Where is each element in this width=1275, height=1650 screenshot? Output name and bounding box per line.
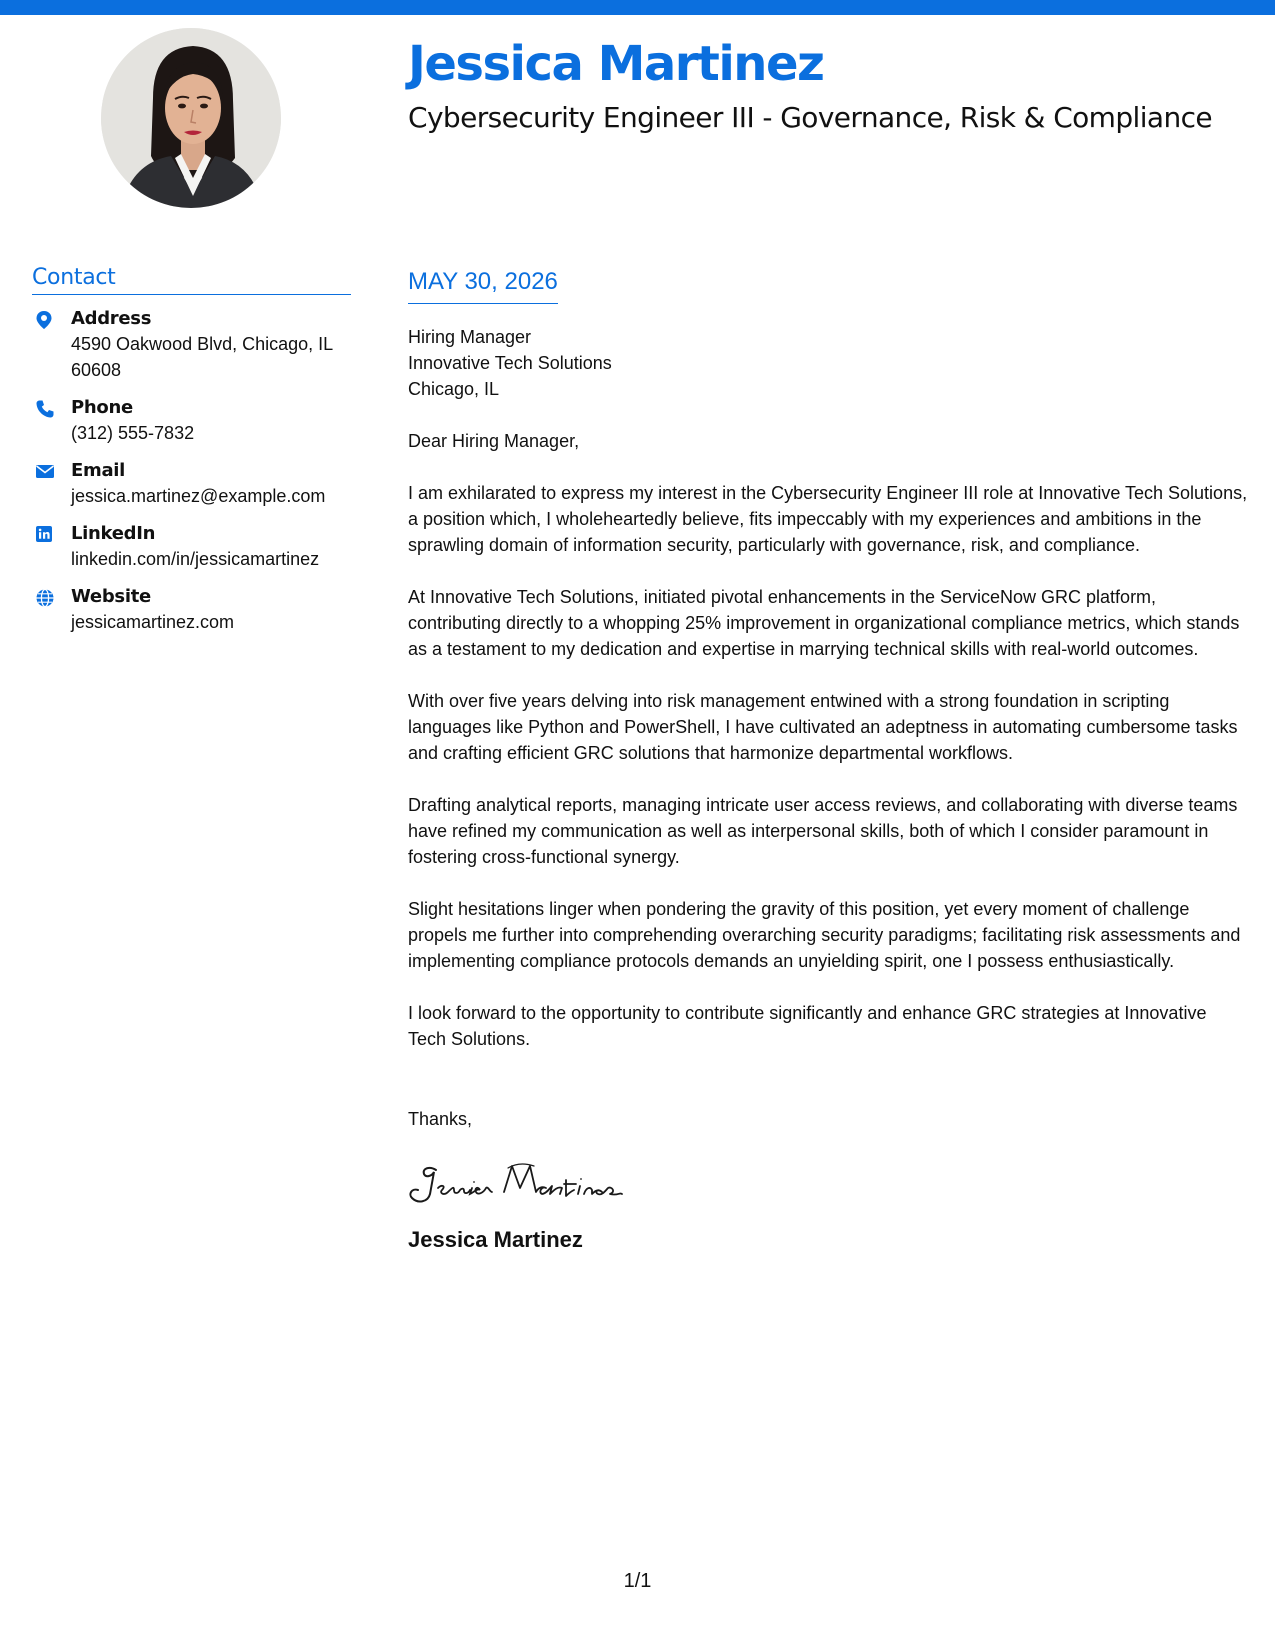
recipient-block	[408, 324, 1248, 402]
contact-item-website	[32, 585, 351, 635]
body-paragraph: At Innovative Tech Solutions, initiated pivotal enhancements in the ServiceNow GRC platform, contributing directly to a whopping 25% improvement in organizational compliance metrics, which stands as a testament to my dedication and expertise in marrying technical skills with real-world outcomes.	[408, 586, 1240, 659]
website-value[interactable]: jessicamartinez.com	[71, 612, 235, 633]
body-paragraph: With over five years delving into risk management entwined with a strong foundation in scripting languages like Python and PowerShell, I have cultivated an adeptness in automating cumbersome tasks and crafting efficient GRC solutions that harmonize departmental workflows.	[408, 690, 1238, 763]
letter-body	[408, 268, 1248, 1254]
handwritten-signature	[408, 1158, 1248, 1208]
phone-icon	[35, 399, 55, 419]
address-line-2: 60608	[71, 360, 122, 381]
body-paragraph: I am exhilarated to express my interest in the Cybersecurity Engineer III role at Innovative Tech Solutions, a position which, I wholeheartedly believe, fits impeccably with my experiences and ambitions in the sprawling domain of information security, particularly with governance, risk, and compliance.	[408, 482, 1248, 555]
body-paragraph: Drafting analytical reports, managing intricate user access reviews, and collaborating with diverse teams have refined my communication as well as interpersonal skills, both of which I consider paramount in fostering cross-functional synergy.	[408, 794, 1238, 867]
closing: Thanks,	[408, 1108, 473, 1129]
linkedin-label: LinkedIn	[71, 523, 156, 545]
globe-icon	[35, 588, 55, 608]
email-label: Email	[71, 460, 126, 482]
envelope-icon	[35, 462, 55, 482]
linkedin-icon	[35, 525, 55, 545]
job-title: Cybersecurity Engineer III - Governance, Risk & Compliance	[408, 101, 1213, 134]
website-label: Website	[71, 586, 151, 608]
phone-value[interactable]: (312) 555-7832	[71, 423, 195, 444]
recipient-line: Innovative Tech Solutions	[408, 352, 612, 373]
contact-heading: Contact	[32, 265, 351, 295]
recipient-line: Hiring Manager	[408, 326, 532, 347]
address-label: Address	[71, 308, 152, 330]
contact-list	[32, 307, 351, 635]
contact-item-email	[32, 459, 351, 509]
signer-name: Jessica Martinez	[408, 1226, 583, 1252]
map-pin-icon	[35, 310, 55, 330]
linkedin-value[interactable]: linkedin.com/in/jessicamartinez	[71, 549, 320, 570]
page-number: 1/1	[623, 1570, 652, 1592]
email-value[interactable]: jessica.martinez@example.com	[71, 486, 326, 507]
letter-date: MAY 30, 2026	[408, 268, 558, 304]
contact-item-linkedin	[32, 522, 351, 572]
applicant-name: Jessica Martinez	[408, 36, 824, 92]
contact-sidebar	[32, 265, 351, 648]
contact-item-phone	[32, 396, 351, 446]
greeting: Dear Hiring Manager,	[408, 430, 580, 451]
contact-item-address	[32, 307, 351, 383]
address-line-1: 4590 Oakwood Blvd, Chicago, IL	[71, 334, 334, 355]
phone-label: Phone	[71, 397, 133, 419]
profile-photo	[101, 28, 281, 208]
top-accent-bar	[0, 0, 1275, 15]
body-paragraph: I look forward to the opportunity to contribute significantly and enhance GRC strategies at Innovative Tech Solutions.	[408, 1002, 1207, 1049]
body-paragraph: Slight hesitations linger when pondering the gravity of this position, yet every moment of challenge propels me further into comprehending overarching security paradigms; facilitating risk assessments and implementing compliance protocols demands an unyielding spirit, one I possess enthusiastically.	[408, 898, 1241, 971]
recipient-line: Chicago, IL	[408, 378, 500, 399]
